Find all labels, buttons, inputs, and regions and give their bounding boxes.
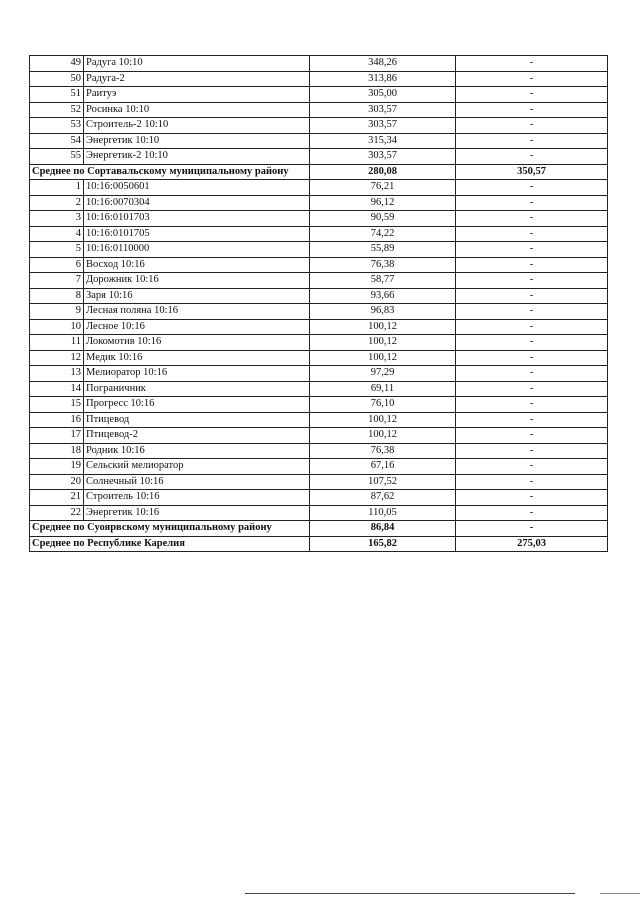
- value-cell-1: 97,29: [310, 366, 456, 382]
- value-cell-2: -: [456, 428, 608, 444]
- row-number: 1: [30, 180, 84, 196]
- row-number: 53: [30, 118, 84, 134]
- row-number: 17: [30, 428, 84, 444]
- row-number: 3: [30, 211, 84, 227]
- row-number: 21: [30, 490, 84, 506]
- table-row: [30, 288, 608, 304]
- row-name: Дорожник 10:16: [84, 273, 310, 289]
- row-name: Энергетик 10:10: [84, 133, 310, 149]
- value-cell-2: -: [456, 71, 608, 87]
- row-number: 12: [30, 350, 84, 366]
- value-cell-2: -: [456, 474, 608, 490]
- table-row: [30, 226, 608, 242]
- row-name: 10:16:0070304: [84, 195, 310, 211]
- value-cell-1: 96,12: [310, 195, 456, 211]
- value-cell-2: 350,57: [456, 164, 608, 180]
- table-row: [30, 87, 608, 103]
- row-number: 49: [30, 56, 84, 72]
- value-cell-1: 348,26: [310, 56, 456, 72]
- table-body: [30, 56, 608, 552]
- table-row: [30, 490, 608, 506]
- row-name: 10:16:0101705: [84, 226, 310, 242]
- table-row: [30, 350, 608, 366]
- table-row: [30, 56, 608, 72]
- table-row: [30, 366, 608, 382]
- row-number: 52: [30, 102, 84, 118]
- row-number: 20: [30, 474, 84, 490]
- value-cell-2: -: [456, 195, 608, 211]
- summary-label: Среднее по Сортавальскому муниципальному району: [30, 164, 310, 180]
- value-cell-2: -: [456, 288, 608, 304]
- table-row: [30, 273, 608, 289]
- value-cell-2: -: [456, 180, 608, 196]
- value-cell-2: -: [456, 381, 608, 397]
- row-number: 51: [30, 87, 84, 103]
- cadastral-value-table: [29, 55, 608, 552]
- value-cell-1: 69,11: [310, 381, 456, 397]
- value-cell-1: 58,77: [310, 273, 456, 289]
- row-name: Лесная поляна 10:16: [84, 304, 310, 320]
- row-name: Заря 10:16: [84, 288, 310, 304]
- summary-label: Среднее по Суоярвскому муниципальному району: [30, 521, 310, 537]
- value-cell-1: 76,21: [310, 180, 456, 196]
- value-cell-2: -: [456, 397, 608, 413]
- row-number: 18: [30, 443, 84, 459]
- row-name: Росинка 10:10: [84, 102, 310, 118]
- row-name: Энергетик-2 10:10: [84, 149, 310, 165]
- summary-row: [30, 536, 608, 552]
- value-cell-2: -: [456, 133, 608, 149]
- value-cell-1: 74,22: [310, 226, 456, 242]
- table-row: [30, 335, 608, 351]
- row-number: 15: [30, 397, 84, 413]
- row-number: 4: [30, 226, 84, 242]
- row-number: 55: [30, 149, 84, 165]
- row-name: Строитель 10:16: [84, 490, 310, 506]
- row-number: 19: [30, 459, 84, 475]
- row-name: 10:16:0110000: [84, 242, 310, 258]
- table-row: [30, 474, 608, 490]
- table-row: [30, 71, 608, 87]
- value-cell-2: -: [456, 490, 608, 506]
- value-cell-2: -: [456, 505, 608, 521]
- summary-label: Среднее по Республике Карелия: [30, 536, 310, 552]
- row-name: Радуга-2: [84, 71, 310, 87]
- value-cell-1: 100,12: [310, 412, 456, 428]
- table-row: [30, 381, 608, 397]
- row-name: Солнечный 10:16: [84, 474, 310, 490]
- row-number: 16: [30, 412, 84, 428]
- row-name: Локомотив 10:16: [84, 335, 310, 351]
- value-cell-1: 303,57: [310, 118, 456, 134]
- value-cell-2: 275,03: [456, 536, 608, 552]
- row-name: Мелиоратор 10:16: [84, 366, 310, 382]
- row-number: 50: [30, 71, 84, 87]
- row-name: Энергетик 10:16: [84, 505, 310, 521]
- value-cell-1: 100,12: [310, 428, 456, 444]
- row-name: Пограничник: [84, 381, 310, 397]
- value-cell-1: 303,57: [310, 149, 456, 165]
- value-cell-1: 107,52: [310, 474, 456, 490]
- value-cell-1: 110,05: [310, 505, 456, 521]
- row-name: Раитуэ: [84, 87, 310, 103]
- table-row: [30, 319, 608, 335]
- row-name: Птицевод-2: [84, 428, 310, 444]
- row-name: Родник 10:16: [84, 443, 310, 459]
- value-cell-1: 305,00: [310, 87, 456, 103]
- value-cell-2: -: [456, 257, 608, 273]
- value-cell-1: 87,62: [310, 490, 456, 506]
- value-cell-1: 90,59: [310, 211, 456, 227]
- value-cell-2: -: [456, 102, 608, 118]
- summary-row: [30, 164, 608, 180]
- row-number: 2: [30, 195, 84, 211]
- row-name: Медик 10:16: [84, 350, 310, 366]
- bottom-rule: [245, 893, 575, 894]
- row-number: 13: [30, 366, 84, 382]
- table-row: [30, 118, 608, 134]
- table-row: [30, 412, 608, 428]
- row-number: 8: [30, 288, 84, 304]
- value-cell-1: 315,34: [310, 133, 456, 149]
- value-cell-2: -: [456, 443, 608, 459]
- value-cell-2: -: [456, 304, 608, 320]
- table-row: [30, 257, 608, 273]
- row-name: Сельский мелиоратор: [84, 459, 310, 475]
- table-row: [30, 428, 608, 444]
- row-number: 14: [30, 381, 84, 397]
- value-cell-2: -: [456, 366, 608, 382]
- value-cell-1: 55,89: [310, 242, 456, 258]
- value-cell-2: -: [456, 273, 608, 289]
- value-cell-2: -: [456, 335, 608, 351]
- value-cell-1: 86,84: [310, 521, 456, 537]
- value-cell-1: 100,12: [310, 335, 456, 351]
- value-cell-1: 165,82: [310, 536, 456, 552]
- row-number: 11: [30, 335, 84, 351]
- row-number: 6: [30, 257, 84, 273]
- table-row: [30, 149, 608, 165]
- row-name: 10:16:0050601: [84, 180, 310, 196]
- value-cell-2: -: [456, 521, 608, 537]
- value-cell-1: 100,12: [310, 319, 456, 335]
- table-row: [30, 304, 608, 320]
- value-cell-2: -: [456, 211, 608, 227]
- table-row: [30, 242, 608, 258]
- table-row: [30, 211, 608, 227]
- value-cell-2: -: [456, 87, 608, 103]
- row-number: 5: [30, 242, 84, 258]
- table-row: [30, 505, 608, 521]
- table-row: [30, 102, 608, 118]
- row-name: Прогресс 10:16: [84, 397, 310, 413]
- value-cell-2: -: [456, 56, 608, 72]
- value-cell-1: 313,86: [310, 71, 456, 87]
- table-row: [30, 133, 608, 149]
- row-name: Строитель-2 10:10: [84, 118, 310, 134]
- row-number: 54: [30, 133, 84, 149]
- table-row: [30, 443, 608, 459]
- row-name: Птицевод: [84, 412, 310, 428]
- value-cell-1: 76,10: [310, 397, 456, 413]
- value-cell-2: -: [456, 226, 608, 242]
- row-number: 10: [30, 319, 84, 335]
- table-row: [30, 397, 608, 413]
- row-number: 22: [30, 505, 84, 521]
- value-cell-1: 96,83: [310, 304, 456, 320]
- value-cell-1: 303,57: [310, 102, 456, 118]
- value-cell-2: -: [456, 459, 608, 475]
- value-cell-1: 93,66: [310, 288, 456, 304]
- summary-row: [30, 521, 608, 537]
- row-name: Радуга 10:10: [84, 56, 310, 72]
- row-number: 9: [30, 304, 84, 320]
- value-cell-1: 100,12: [310, 350, 456, 366]
- row-number: 7: [30, 273, 84, 289]
- value-cell-2: -: [456, 350, 608, 366]
- value-cell-2: -: [456, 242, 608, 258]
- row-name: Лесное 10:16: [84, 319, 310, 335]
- table-row: [30, 459, 608, 475]
- value-cell-2: -: [456, 412, 608, 428]
- value-cell-1: 67,16: [310, 459, 456, 475]
- row-name: 10:16:0101703: [84, 211, 310, 227]
- bottom-rule-right: [600, 893, 640, 894]
- table-row: [30, 180, 608, 196]
- value-cell-1: 76,38: [310, 443, 456, 459]
- table-row: [30, 195, 608, 211]
- value-cell-1: 280,08: [310, 164, 456, 180]
- value-cell-2: -: [456, 118, 608, 134]
- value-cell-2: -: [456, 319, 608, 335]
- value-cell-1: 76,38: [310, 257, 456, 273]
- value-cell-2: -: [456, 149, 608, 165]
- row-name: Восход 10:16: [84, 257, 310, 273]
